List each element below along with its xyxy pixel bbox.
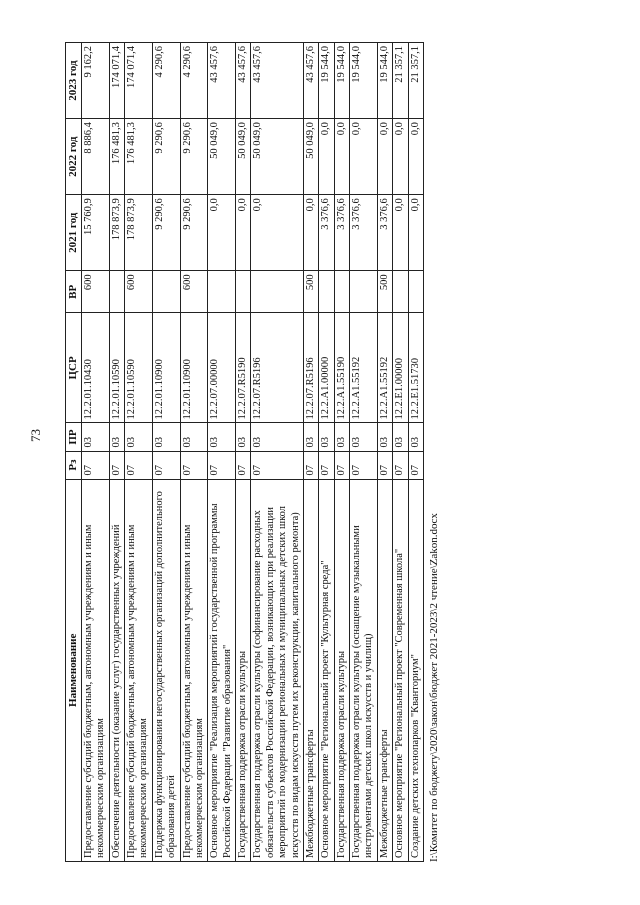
cell-2021: 0,0 [251,195,304,271]
cell-pr: 03 [236,423,251,451]
cell-rz: 07 [236,451,251,479]
cell-name: Государственная поддержка отрасли культуры (оснащение музыкальными инструментами детских школ искусств и училищ) [350,479,378,861]
page-number: 73 [28,429,43,442]
cell-pr: 03 [319,423,334,451]
cell-2022: 9 290,6 [180,119,208,195]
cell-csr: 12.2.A1.00000 [319,313,334,423]
header-pr: ПР [66,423,82,451]
table-row [408,43,423,862]
cell-2021: 178 873,9 [109,195,124,271]
cell-pr: 03 [377,423,392,451]
cell-name: Предоставление субсидий бюджетным, автономным учреждениям и иным некоммерческим организациям [125,479,153,861]
header-name: Наименование [66,479,82,861]
cell-name: Предоставление субсидий бюджетным, автономным учреждениям и иным некоммерческим организациям [180,479,208,861]
header-2022: 2022 год [66,119,82,195]
cell-pr: 03 [303,423,318,451]
cell-2022: 50 049,0 [251,119,304,195]
cell-csr: 12.2.A1.55190 [334,313,349,423]
cell-name: Создание детских технопарков "Кванториум" [408,479,423,861]
file-path-footer: I:\Комитет по бюджету\2020\закон\бюджет 2021-2023\2 чтение\Zakon.docx [427,513,440,862]
table-row [152,43,180,862]
header-csr: ЦСР [66,313,82,423]
cell-2021: 9 290,6 [152,195,180,271]
cell-rz: 07 [152,451,180,479]
cell-2023: 43 457,6 [251,43,304,119]
cell-vr: 600 [125,271,153,313]
table-row [208,43,236,862]
table-header-row [66,43,82,862]
cell-2021: 9 290,6 [180,195,208,271]
cell-rz: 07 [408,451,423,479]
cell-vr [334,271,349,313]
table-row [251,43,304,862]
cell-2021: 0,0 [208,195,236,271]
cell-2022: 176 481,3 [125,119,153,195]
cell-pr: 03 [393,423,408,451]
cell-pr: 03 [408,423,423,451]
cell-2021: 15 760,9 [81,195,109,271]
cell-2023: 19 544,0 [377,43,392,119]
cell-name: Предоставление субсидий бюджетным, автономным учреждениям и иным некоммерческим организациям [81,479,109,861]
cell-rz: 07 [393,451,408,479]
cell-pr: 03 [152,423,180,451]
header-vr: ВР [66,271,82,313]
cell-pr: 03 [109,423,124,451]
cell-2021: 178 873,9 [125,195,153,271]
cell-pr: 03 [125,423,153,451]
cell-rz: 07 [350,451,378,479]
cell-2023: 43 457,6 [303,43,318,119]
cell-rz: 07 [125,451,153,479]
table-row [81,43,109,862]
header-2023: 2023 год [66,43,82,119]
cell-rz: 07 [251,451,304,479]
cell-csr: 12.2.07.00000 [208,313,236,423]
header-rz: Рз [66,451,82,479]
cell-name: Государственная поддержка отрасли культуры (софинансирование расходных обязательств субъектов Российской Федерации, возникающих при реализации мероприятий по модернизации региональных и муниципальных детских школ искусств по видам искусств путем их реконструкции, капитального ремонта) [251,479,304,861]
cell-2022: 0,0 [408,119,423,195]
cell-name: Межбюджетные трансферты [377,479,392,861]
cell-csr: 12.2.A1.55192 [377,313,392,423]
cell-2022: 8 886,4 [81,119,109,195]
cell-csr: 12.2.E1.00000 [393,313,408,423]
cell-2021: 3 376,6 [350,195,378,271]
cell-2022: 9 290,6 [152,119,180,195]
cell-2023: 21 357,1 [393,43,408,119]
cell-vr: 500 [303,271,318,313]
cell-pr: 03 [350,423,378,451]
cell-pr: 03 [251,423,304,451]
table-row [236,43,251,862]
cell-vr [152,271,180,313]
cell-2022: 176 481,3 [109,119,124,195]
cell-2022: 50 049,0 [208,119,236,195]
cell-vr [408,271,423,313]
cell-csr: 12.2.07.R5196 [251,313,304,423]
cell-vr [251,271,304,313]
cell-2023: 43 457,6 [208,43,236,119]
cell-2021: 0,0 [393,195,408,271]
cell-vr: 500 [377,271,392,313]
table-row [303,43,318,862]
cell-name: Поддержка функционирования негосударственных организаций дополнительного образования детей [152,479,180,861]
cell-2023: 4 290,6 [152,43,180,119]
cell-csr: 12.2.E1.51730 [408,313,423,423]
cell-csr: 12.2.A1.55192 [350,313,378,423]
budget-table [65,42,424,862]
cell-vr: 600 [180,271,208,313]
table-row [125,43,153,862]
cell-2023: 174 071,4 [109,43,124,119]
cell-rz: 07 [180,451,208,479]
cell-vr [350,271,378,313]
cell-csr: 12.2.01.10900 [180,313,208,423]
header-2021: 2021 год [66,195,82,271]
cell-csr: 12.2.01.10590 [125,313,153,423]
cell-2021: 0,0 [303,195,318,271]
cell-csr: 12.2.07.R5196 [303,313,318,423]
cell-2021: 3 376,6 [319,195,334,271]
cell-vr: 600 [81,271,109,313]
cell-2022: 0,0 [350,119,378,195]
cell-name: Межбюджетные трансферты [303,479,318,861]
cell-2023: 19 544,0 [319,43,334,119]
cell-rz: 07 [303,451,318,479]
cell-2023: 9 162,2 [81,43,109,119]
cell-csr: 12.2.01.10590 [109,313,124,423]
cell-pr: 03 [334,423,349,451]
cell-name: Основное мероприятие "Региональный проект "Современная школа" [393,479,408,861]
cell-name: Обеспечение деятельности (оказание услуг) государственных учреждений [109,479,124,861]
cell-vr [109,271,124,313]
cell-2022: 50 049,0 [303,119,318,195]
cell-2021: 0,0 [236,195,251,271]
cell-2021: 3 376,6 [334,195,349,271]
table-row [393,43,408,862]
cell-rz: 07 [377,451,392,479]
cell-pr: 03 [208,423,236,451]
cell-2023: 21 357,1 [408,43,423,119]
cell-rz: 07 [81,451,109,479]
cell-vr [393,271,408,313]
table-row [334,43,349,862]
rotated-page-content [65,42,440,862]
cell-name: Основное мероприятие "Региональный проект "Культурная среда" [319,479,334,861]
cell-rz: 07 [319,451,334,479]
cell-2023: 19 544,0 [334,43,349,119]
table-row [109,43,124,862]
cell-pr: 03 [81,423,109,451]
table-row [377,43,392,862]
cell-vr [208,271,236,313]
cell-vr [236,271,251,313]
cell-pr: 03 [180,423,208,451]
cell-2023: 4 290,6 [180,43,208,119]
cell-csr: 12.2.01.10900 [152,313,180,423]
cell-2022: 0,0 [377,119,392,195]
table-row [319,43,334,862]
cell-2022: 50 049,0 [236,119,251,195]
cell-rz: 07 [208,451,236,479]
cell-vr [319,271,334,313]
cell-2022: 0,0 [319,119,334,195]
cell-csr: 12.2.07.R5190 [236,313,251,423]
cell-2022: 0,0 [393,119,408,195]
cell-2022: 0,0 [334,119,349,195]
cell-rz: 07 [109,451,124,479]
cell-2021: 0,0 [408,195,423,271]
cell-rz: 07 [334,451,349,479]
cell-2021: 3 376,6 [377,195,392,271]
cell-2023: 43 457,6 [236,43,251,119]
cell-name: Государственная поддержка отрасли культуры [236,479,251,861]
cell-csr: 12.2.01.10430 [81,313,109,423]
cell-2023: 174 071,4 [125,43,153,119]
cell-2023: 19 544,0 [350,43,378,119]
cell-name: Государственная поддержка отрасли культуры [334,479,349,861]
table-row [180,43,208,862]
table-row [350,43,378,862]
cell-name: Основное мероприятие "Реализация мероприятий государственной программы Российской Федерации "Развитие образования" [208,479,236,861]
